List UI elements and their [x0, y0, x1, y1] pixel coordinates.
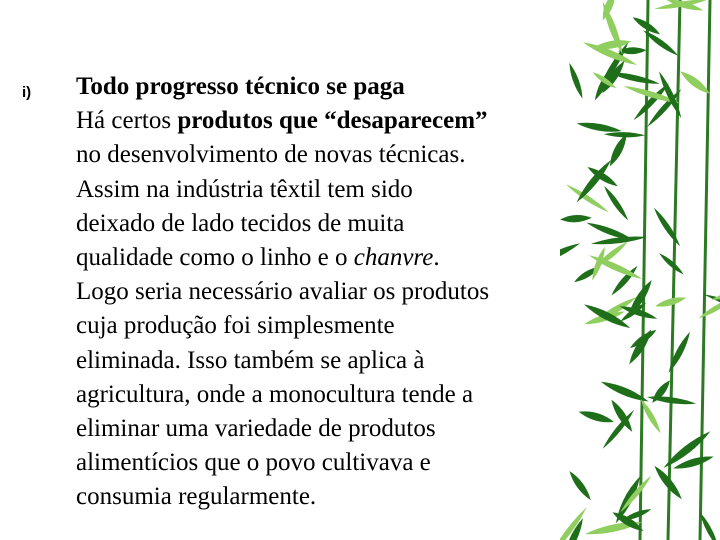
- body-line: [76, 241, 616, 275]
- body-text: Há certos: [76, 107, 178, 135]
- slide-text: [76, 70, 616, 515]
- body-line: no desenvolvimento de novas técnicas.: [76, 141, 466, 169]
- bamboo-leaf: [658, 251, 686, 276]
- body-line: cuja produção foi simplesmente: [76, 312, 395, 340]
- body-text: qualidade como o linho e o: [76, 244, 354, 272]
- bamboo-leaf: [654, 295, 687, 310]
- bamboo-leaf: [606, 132, 630, 168]
- bamboo-leaf: [666, 330, 693, 374]
- bamboo-leaf: [652, 206, 683, 248]
- body-line: eliminar uma variedade de produtos: [76, 415, 436, 443]
- bamboo-leaf: [576, 120, 622, 135]
- body-paragraph: [76, 104, 616, 514]
- body-line: deixado de lado tecidos de muita: [76, 209, 405, 237]
- bamboo-decoration: [560, 0, 720, 540]
- bamboo-leaf: [578, 408, 615, 425]
- bamboo-leaf: [618, 474, 653, 514]
- body-line: agricultura, onde a monocultura tende a: [76, 380, 474, 408]
- body-line: alimentícios que o povo cultivava e: [76, 449, 431, 477]
- body-line: Logo seria necessário avaliar os produtos: [76, 278, 490, 306]
- bamboo-leaf: [560, 240, 581, 268]
- body-line: eliminada. Isso também se aplica à: [76, 346, 425, 374]
- bamboo-leaf: [567, 469, 594, 502]
- italic-term: chanvre: [353, 244, 434, 272]
- bamboo-leaf: [560, 214, 592, 223]
- bamboo-leaf: [602, 184, 631, 222]
- slide-title: Todo progresso técnico se paga: [76, 73, 405, 100]
- body-line: Assim na indústria têxtil tem sido: [76, 175, 413, 203]
- body-text: .: [433, 244, 440, 272]
- bamboo-leaf: [567, 62, 585, 100]
- body-line: consumia regularmente.: [76, 483, 317, 511]
- list-marker: i): [22, 84, 32, 101]
- emphasis-text: produtos que “desaparecem”: [177, 107, 488, 135]
- body-line: [76, 104, 616, 138]
